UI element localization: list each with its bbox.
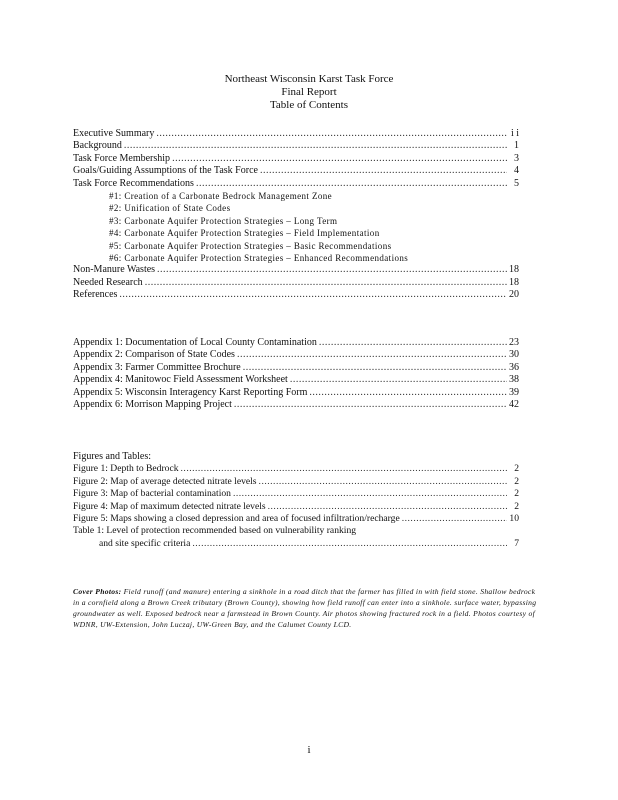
toc-entry[interactable]: Needed Research ..... 18	[73, 277, 519, 289]
figure-entry[interactable]: Figure 1: Depth to Bedrock ..... 2	[73, 463, 519, 475]
figure-entry[interactable]: Figure 3: Map of bacterial contamination ..... 2	[73, 488, 519, 500]
cover-photos-text: Field runoff (and manure) entering a sinkhole in a road ditch that the farmer has filled in with field stone. Shallow bedrock in a cornfield along a Brown Creek tributary (Brown County), showing how field runoff can enter into a sinkhole. surface water, bypassing groundwater as well. Exposed bedrock near a farmstead in Brown County. Air photos showing fractured rock in a field. Photos courtesy of WDNR, UW-Extension, John Luczaj, UW-Green Bay, and the Calumet County LCD.	[73, 587, 537, 629]
title-line-report: Final Report	[281, 86, 337, 98]
recommendation-item[interactable]: #6: Carbonate Aquifer Protection Strategies – Enhanced Recommendations	[109, 252, 409, 263]
recommendation-item[interactable]: #5: Carbonate Aquifer Protection Strategies – Basic Recommendations	[109, 240, 392, 251]
title-line-toc: Table of Contents	[269, 99, 349, 111]
table-entry[interactable]: Table 1: Level of protection recommended based on vulnerability ranking	[73, 525, 357, 537]
appendix-entry[interactable]: Appendix 6: Morrison Mapping Project ..... 42	[73, 399, 519, 411]
toc-entry[interactable]: Executive Summary ..... i i	[73, 128, 519, 140]
recommendation-item[interactable]: #4: Carbonate Aquifer Protection Strategies – Field Implementation	[109, 228, 380, 239]
appendix-entry[interactable]: Appendix 2: Comparison of State Codes ..... 30	[73, 349, 519, 361]
title-line-org: Northeast Wisconsin Karst Task Force	[224, 73, 394, 85]
recommendation-item[interactable]: #2: Unification of State Codes	[109, 203, 231, 214]
toc-entry[interactable]: References ..... 20	[73, 289, 519, 301]
figure-entry[interactable]: Figure 5: Maps showing a closed depression and area of focused infiltration/recharge ..... 10	[73, 513, 519, 525]
toc-entry[interactable]: Task Force Recommendations ..... 5	[73, 178, 519, 190]
cover-photos-label: Cover Photos:	[73, 587, 122, 596]
document-title	[0, 73, 618, 112]
appendix-entry[interactable]: Appendix 5: Wisconsin Interagency Karst Reporting Form ..... 39	[73, 387, 519, 399]
appendix-section	[73, 337, 519, 411]
toc-entry[interactable]: Non-Manure Wastes ..... 18	[73, 264, 519, 276]
toc-entry[interactable]: Goals/Guiding Assumptions of the Task Force ..... 4	[73, 165, 519, 177]
figures-heading: Figures and Tables:	[73, 451, 151, 462]
appendix-entry[interactable]: Appendix 3: Farmer Committee Brochure ..... 36	[73, 362, 519, 374]
toc-main-section	[73, 128, 519, 301]
recommendation-item[interactable]: #3: Carbonate Aquifer Protection Strategies – Long Term	[109, 215, 338, 226]
figure-entry[interactable]: Figure 4: Map of maximum detected nitrate levels ..... 2	[73, 501, 519, 513]
cover-photos-note	[73, 586, 543, 630]
figure-entry[interactable]: Figure 2: Map of average detected nitrate levels ..... 2	[73, 476, 519, 488]
appendix-entry[interactable]: Appendix 4: Manitowoc Field Assessment Worksheet ..... 38	[73, 374, 519, 386]
table-entry-continued[interactable]: and site specific criteria ..... 7	[73, 538, 519, 550]
toc-entry[interactable]: Background ..... 1	[73, 140, 519, 152]
appendix-entry[interactable]: Appendix 1: Documentation of Local County Contamination ..... 23	[73, 337, 519, 349]
toc-entry[interactable]: Task Force Membership ..... 3	[73, 153, 519, 165]
page-number: i	[307, 744, 311, 756]
figures-section	[73, 451, 519, 550]
recommendation-item[interactable]: #1: Creation of a Carbonate Bedrock Management Zone	[109, 190, 333, 201]
